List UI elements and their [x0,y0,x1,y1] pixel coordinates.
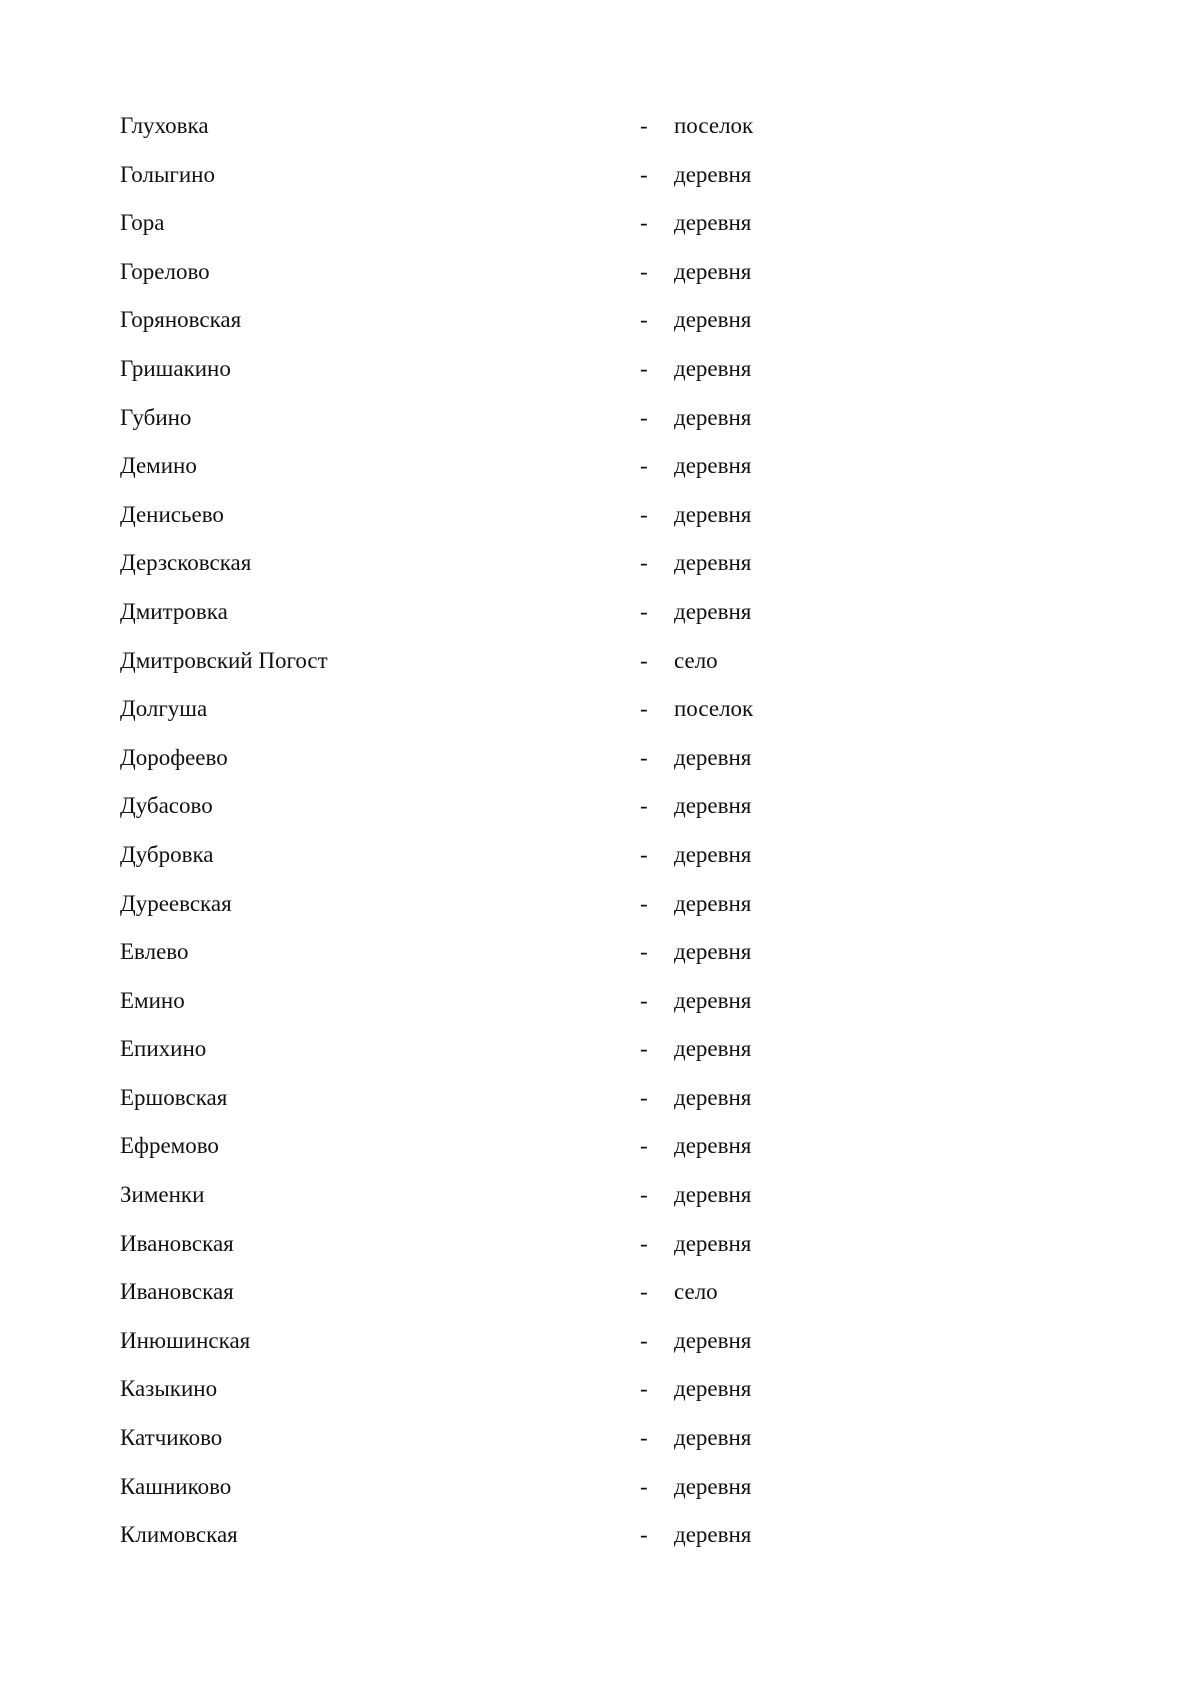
settlement-name: Ивановская [120,1230,234,1256]
settlement-type: деревня [674,1376,752,1402]
settlement-type: деревня [674,1327,752,1353]
settlement-type: поселок [674,696,754,722]
settlement-type: село [674,647,718,673]
list-item [120,932,840,981]
settlement-name: Казыкино [120,1376,218,1402]
list-item [120,155,840,204]
settlement-type: деревня [674,161,752,187]
settlement-type: деревня [674,744,752,770]
settlement-name: Дубасово [120,793,213,819]
settlement-type: деревня [674,1036,752,1062]
settlement-type: село [674,1279,718,1305]
separator-dash: - [640,501,648,527]
separator-dash: - [640,404,648,430]
settlement-name: Епихино [120,1036,207,1062]
settlement-name: Инюшинская [120,1327,251,1353]
separator-dash: - [640,1425,648,1451]
settlement-name: Демино [120,453,197,479]
separator-dash: - [640,210,648,236]
settlement-type: деревня [674,307,752,333]
settlement-name: Ершовская [120,1084,228,1110]
separator-dash: - [640,1133,648,1159]
separator-dash: - [640,696,648,722]
settlement-type: деревня [674,1182,752,1208]
separator-dash: - [640,1279,648,1305]
settlement-type: поселок [674,113,754,138]
settlement-name: Горяновская [120,307,242,333]
settlement-name: Кашниково [120,1473,232,1499]
settlement-type: деревня [674,939,752,965]
settlement-type: деревня [674,1084,752,1110]
list-item [120,1029,840,1078]
list-item [120,1418,840,1467]
settlement-type: деревня [674,1425,752,1451]
separator-dash: - [640,113,648,138]
settlement-type: деревня [674,550,752,576]
settlement-type: деревня [674,258,752,284]
separator-dash: - [640,1230,648,1256]
settlement-type: деревня [674,210,752,236]
settlement-type: деревня [674,501,752,527]
list-item [120,252,840,301]
settlement-name: Дорофеево [120,744,228,770]
list-item [120,1224,840,1273]
settlement-type: деревня [674,841,752,867]
separator-dash: - [640,258,648,284]
list-item [120,1126,840,1175]
separator-dash: - [640,841,648,867]
list-item [120,689,840,738]
list-item [120,738,840,787]
list-item [120,981,840,1030]
list-item [120,300,840,349]
list-item [120,835,840,884]
separator-dash: - [640,307,648,333]
settlement-name: Ивановская [120,1279,234,1305]
separator-dash: - [640,161,648,187]
settlement-type: деревня [674,598,752,624]
settlement-type: деревня [674,890,752,916]
separator-dash: - [640,1522,648,1548]
settlement-name: Губино [120,404,192,430]
separator-dash: - [640,550,648,576]
separator-dash: - [640,890,648,916]
settlement-name: Дмитровка [120,598,228,624]
separator-dash: - [640,1376,648,1402]
settlement-type: деревня [674,404,752,430]
list-item [120,1272,840,1321]
list-item [120,1467,840,1516]
settlement-type: деревня [674,355,752,381]
settlement-name: Зименки [120,1182,205,1208]
settlement-name: Голыгино [120,161,215,187]
separator-dash: - [640,355,648,381]
list-item [120,592,840,641]
separator-dash: - [640,1327,648,1353]
list-item [120,203,840,252]
separator-dash: - [640,647,648,673]
separator-dash: - [640,1084,648,1110]
list-item [120,349,840,398]
list-item [120,495,840,544]
separator-dash: - [640,987,648,1013]
separator-dash: - [640,598,648,624]
settlement-name: Горелово [120,258,210,284]
list-item [120,1078,840,1127]
settlement-name: Емино [120,987,185,1013]
settlement-type: деревня [674,1230,752,1256]
settlement-name: Денисьево [120,501,224,527]
separator-dash: - [640,744,648,770]
separator-dash: - [640,939,648,965]
list-item [120,446,840,495]
settlement-type: деревня [674,987,752,1013]
list-item [120,884,840,933]
list-item [120,543,840,592]
settlement-name: Евлево [120,939,189,965]
separator-dash: - [640,1182,648,1208]
settlement-type: деревня [674,1522,752,1548]
separator-dash: - [640,793,648,819]
settlement-name: Дерзсковская [120,550,252,576]
settlement-name: Дубровка [120,841,214,867]
settlement-name: Дмитровский Погост [120,647,328,673]
settlement-name: Долгуша [120,696,208,722]
separator-dash: - [640,453,648,479]
settlement-type: деревня [674,453,752,479]
settlement-name: Глуховка [120,113,209,138]
list-item [120,1369,840,1418]
separator-dash: - [640,1036,648,1062]
settlement-type: деревня [674,1133,752,1159]
list-item [120,1321,840,1370]
settlement-name: Гришакино [120,355,231,381]
list-item [120,786,840,835]
list-item [120,1175,840,1224]
settlement-type: деревня [674,793,752,819]
settlement-list [120,106,840,1564]
list-item [120,1515,840,1564]
list-item [120,398,840,447]
list-item [120,641,840,690]
separator-dash: - [640,1473,648,1499]
settlement-name: Дуреевская [120,890,232,916]
settlement-name: Гора [120,210,165,236]
settlement-name: Ефремово [120,1133,219,1159]
settlement-type: деревня [674,1473,752,1499]
list-item [120,106,840,155]
settlement-name: Катчиково [120,1425,223,1451]
settlement-name: Климовская [120,1522,238,1548]
